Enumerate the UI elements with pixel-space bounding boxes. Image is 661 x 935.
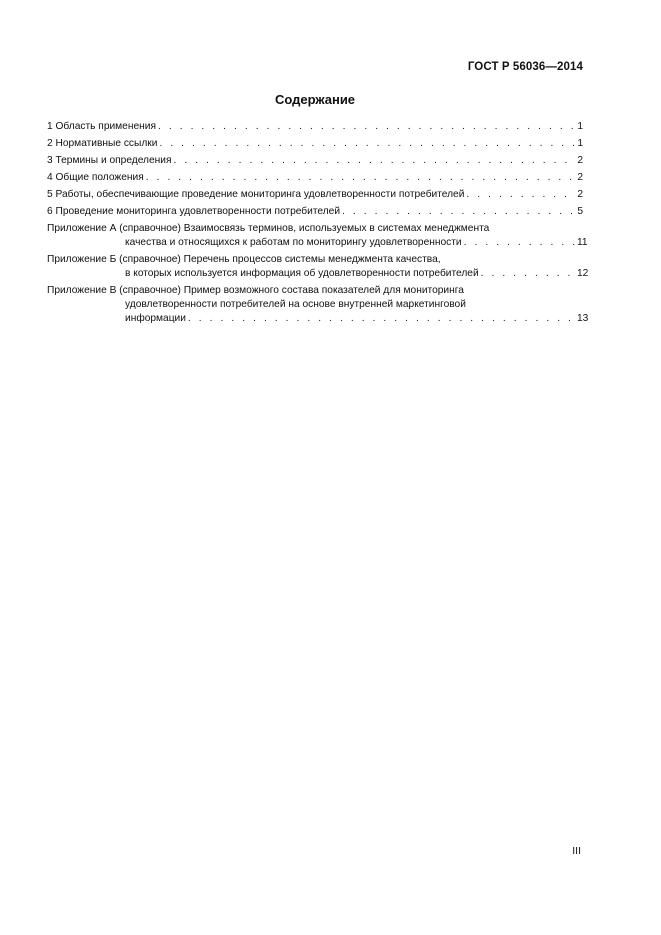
- dot-leader: [481, 267, 575, 281]
- standard-code: ГОСТ Р 56036—2014: [467, 61, 583, 73]
- toc-title: Содержание: [274, 92, 356, 107]
- toc-entry-page: 12: [577, 268, 589, 279]
- toc-entry-label: 6 Проведение мониторинга удовлетворенности потребителей: [47, 206, 341, 217]
- toc-appendix-v[interactable]: [47, 284, 589, 326]
- toc-entry-label: 4 Общие положения: [47, 172, 144, 183]
- appendix-line: в которых используется информация об удовлетворенности потребителей: [125, 268, 479, 279]
- toc-appendix-a[interactable]: [47, 222, 588, 250]
- appendix-line: качества и относящихся к работам по мониторингу удовлетворенности: [125, 237, 462, 248]
- dot-leader: [342, 205, 575, 219]
- table-of-contents: [47, 120, 589, 329]
- toc-entry-terms[interactable]: [47, 154, 583, 168]
- dot-leader: [173, 154, 575, 168]
- toc-entry-page: 2: [577, 172, 583, 183]
- toc-entry-page: 1: [577, 138, 583, 149]
- appendix-line: удовлетворенности потребителей на основе внутренней маркетинговой: [125, 299, 466, 310]
- dot-leader: [466, 188, 575, 202]
- dot-leader: [464, 236, 575, 250]
- toc-entry-page: 11: [577, 237, 588, 248]
- toc-entry-label: 5 Работы, обеспечивающие проведение мониторинга удовлетворенности потребителей: [47, 189, 465, 200]
- toc-entry-page: 2: [577, 189, 583, 200]
- page-number: III: [572, 845, 581, 857]
- toc-appendix-b[interactable]: [47, 253, 589, 281]
- appendix-line: Приложение Б (справочное) Перечень процессов системы менеджмента качества,: [47, 254, 441, 265]
- toc-entry-page: 1: [577, 121, 583, 132]
- dot-leader: [159, 137, 575, 151]
- toc-entry-page: 2: [577, 155, 583, 166]
- toc-entry-label: 2 Нормативные ссылки: [47, 138, 158, 149]
- appendix-line: информации: [125, 313, 186, 324]
- toc-entry-works[interactable]: [47, 188, 583, 202]
- toc-entry-label: 3 Термины и определения: [47, 155, 172, 166]
- toc-entry-references[interactable]: [47, 137, 583, 151]
- toc-entry-monitoring[interactable]: [47, 205, 583, 219]
- dot-leader: [146, 171, 575, 185]
- dot-leader: [158, 120, 575, 134]
- toc-entry-label: 1 Область применения: [47, 121, 156, 132]
- appendix-line: Приложение А (справочное) Взаимосвязь терминов, используемых в системах менеджмента: [47, 223, 490, 234]
- toc-entry-general[interactable]: [47, 171, 583, 185]
- toc-entry-page: 13: [577, 313, 589, 324]
- toc-entry-scope[interactable]: [47, 120, 583, 134]
- dot-leader: [188, 312, 575, 326]
- toc-entry-page: 5: [577, 206, 583, 217]
- appendix-line: Приложение В (справочное) Пример возможного состава показателей для мониторинга: [47, 285, 464, 296]
